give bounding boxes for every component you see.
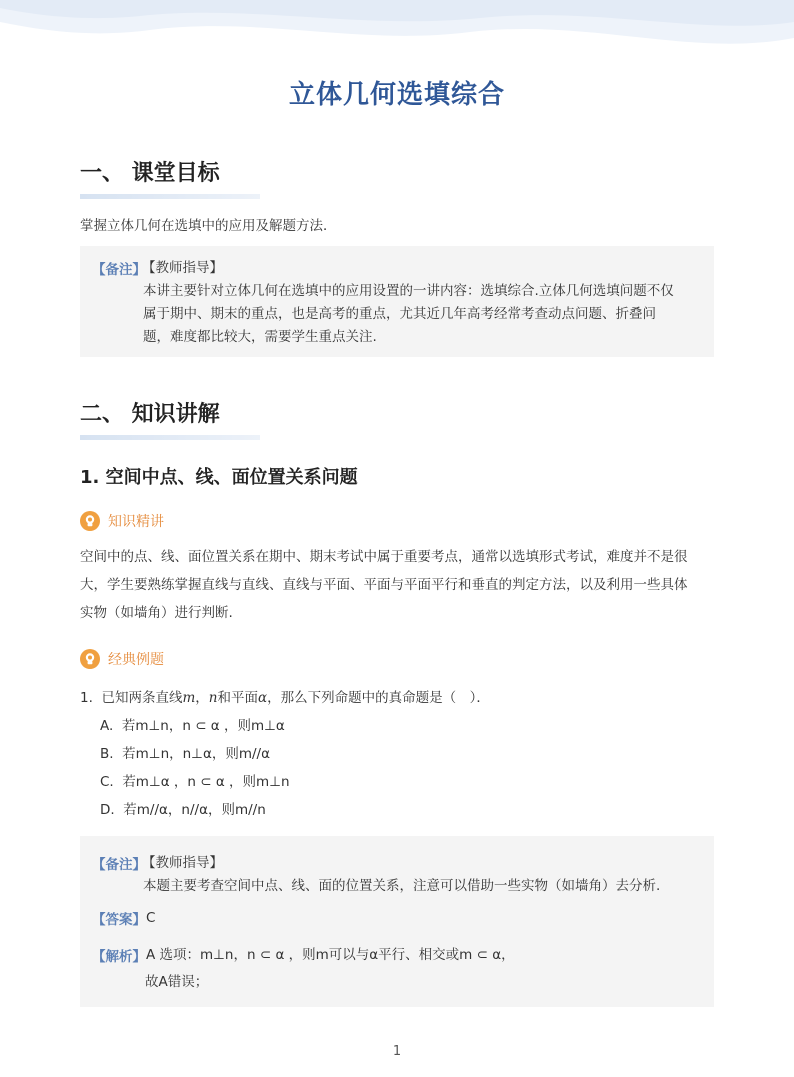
option-d[interactable]	[100, 798, 266, 818]
note-line: 本题主要考查空间中点、线、面的位置关系，注意可以借助一些实物（如墙角）去分析.	[143, 878, 661, 894]
lightbulb-icon	[80, 511, 100, 531]
analysis-line-2: 故A错误；	[145, 974, 209, 990]
question-number: 1.	[80, 690, 93, 706]
note-line-3: 题，难度都比较大，需要学生重点关注.	[143, 329, 377, 345]
note-line-1: 本讲主要针对立体几何在选填中的应用设置的一讲内容：选填综合.立体几何选填问题不仅	[143, 283, 674, 299]
question-text-2: 和平面	[217, 690, 258, 706]
answer-value: C	[146, 910, 156, 926]
knowledge-line-1: 空间中的点、线、面位置关系在期中、期末考试中属于重要考点，通常以选填形式考试，难度并不是很	[80, 549, 688, 565]
knowledge-label-row	[80, 510, 164, 532]
subsection-heading: 1. 空间中点、线、面位置关系问题	[80, 467, 358, 488]
section-underline	[80, 194, 260, 199]
note-tag: 【备注】	[92, 857, 146, 873]
question-text-3: ，那么下列命题中的真命题是（ ）．	[267, 690, 490, 706]
header-wave-decoration	[0, 0, 794, 60]
goal-text: 掌握立体几何在选填中的应用及解题方法．	[80, 218, 337, 234]
option-label: B.	[100, 746, 114, 762]
note-label: 【教师指导】	[142, 260, 223, 276]
knowledge-label: 知识精讲	[108, 514, 164, 530]
analysis-tag: 【解析】	[92, 949, 146, 965]
section-underline	[80, 435, 260, 440]
document-title: 立体几何选填综合	[288, 80, 505, 110]
example-label: 经典例题	[108, 652, 164, 668]
lightbulb-icon	[80, 649, 100, 669]
math-n: n	[208, 690, 218, 706]
analysis-line-1: A 选项：m⊥n，n ⊂ α ，则m可以与α平行、相交或m ⊂ α，	[146, 947, 515, 963]
option-label: C.	[100, 774, 114, 790]
option-label: D.	[100, 802, 115, 818]
knowledge-line-3: 实物（如墙角）进行判断.	[80, 605, 233, 621]
example-label-row	[80, 648, 164, 670]
question-sep: ，	[195, 690, 209, 706]
math-m: m	[182, 690, 196, 706]
note-label: 【教师指导】	[142, 855, 223, 871]
note-box-solution	[80, 836, 714, 1007]
note-line-2: 属于期中、期末的重点，也是高考的重点，尤其近几年高考经常考查动点问题、折叠问	[143, 306, 656, 322]
note-tag: 【备注】	[92, 262, 146, 278]
knowledge-line-2: 大，学生要熟练掌握直线与直线、直线与平面、平面与平面平行和垂直的判定方法，以及利用一些具体	[80, 577, 688, 593]
option-text: 若m⊥α ，n ⊂ α ，则m⊥n	[122, 774, 290, 790]
note-box-teacher	[80, 246, 714, 357]
question-text-1: 已知两条直线	[101, 690, 183, 706]
math-alpha: α	[258, 690, 268, 706]
page-number: 1	[392, 1044, 402, 1059]
section-heading-goals: 一、 课堂目标	[80, 161, 220, 186]
option-label: A.	[100, 718, 114, 734]
answer-tag: 【答案】	[92, 912, 146, 928]
option-text: 若m⊥n，n⊥α，则m//α	[122, 746, 270, 762]
option-a[interactable]	[100, 714, 285, 734]
option-text: 若m//α，n//α，则m//n	[123, 802, 266, 818]
question-1	[80, 686, 490, 706]
option-text: 若m⊥n，n ⊂ α ，则m⊥α	[121, 718, 285, 734]
option-c[interactable]	[100, 770, 290, 790]
section-heading-knowledge: 二、 知识讲解	[80, 402, 220, 427]
option-b[interactable]	[100, 742, 270, 762]
